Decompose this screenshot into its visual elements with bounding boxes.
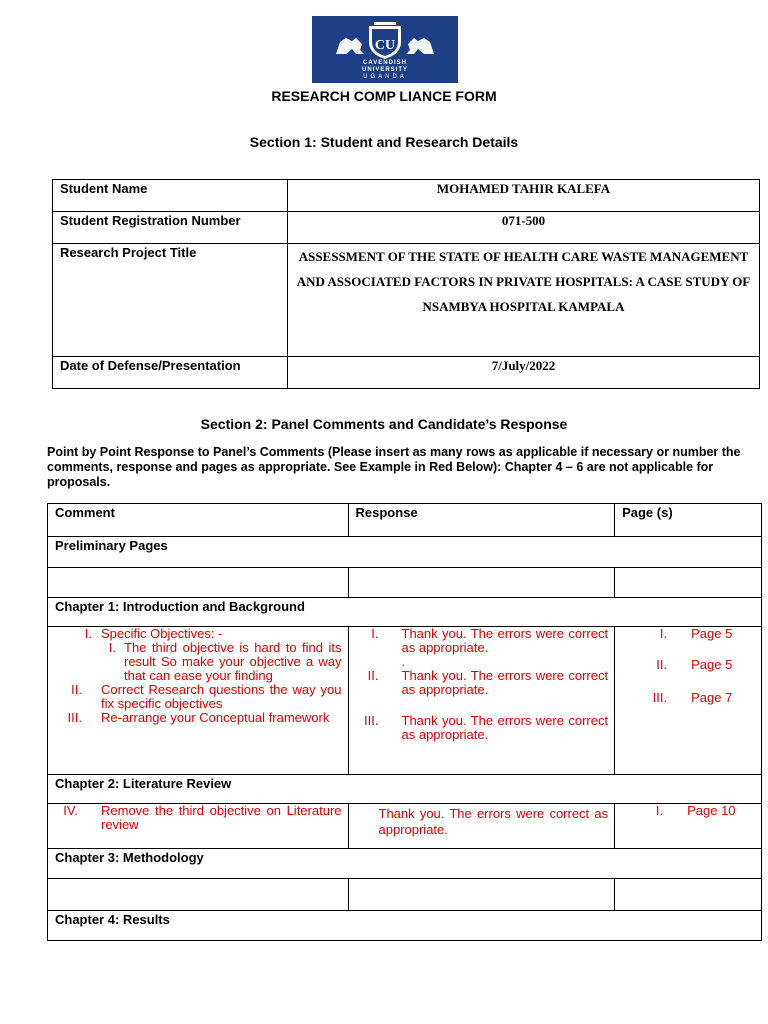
list-number: III. (652, 690, 668, 705)
list-item (349, 669, 609, 697)
table-header-row (48, 504, 762, 537)
list-text: Correct Research questions the way you fix specific objectives (101, 682, 342, 711)
chapter1-responses-cell (348, 627, 615, 775)
chapter4-heading: Chapter 4: Results (48, 911, 762, 941)
project-title-label: Research Project Title (53, 244, 288, 357)
list-text: Page 5 (691, 626, 733, 641)
section2-heading: Section 2: Panel Comments and Candidate’s Response (200, 416, 568, 432)
table-row (48, 849, 762, 879)
list-text: Thank you. The errors were correct as appropriate. (401, 626, 609, 655)
list-number: II. (656, 657, 668, 672)
university-logo (312, 16, 458, 83)
list-item (615, 658, 761, 672)
list-text: Specific Objectives: - (101, 626, 223, 641)
chapter3-heading: Chapter 3: Methodology (48, 849, 762, 879)
chapter2-comment-cell (48, 804, 349, 849)
table-row (48, 911, 762, 941)
table-row (48, 598, 762, 627)
table-row (48, 537, 762, 568)
chapter2-response-cell (348, 804, 615, 849)
list-number: III. (364, 713, 379, 728)
list-text: The third objective is hard to find its result So make your objective a way that can ease your finding (124, 640, 342, 683)
table-row (53, 212, 760, 244)
list-text: Thank you. The errors were correct as appropriate. (401, 668, 609, 697)
list-text: Page 7 (691, 690, 733, 705)
table-row (53, 180, 760, 212)
list-text: . (401, 654, 406, 669)
list-item (48, 683, 342, 711)
list-text: Re-arrange your Conceptual framework (101, 710, 330, 725)
pages-column-header: Page (s) (615, 504, 762, 537)
table-row (48, 804, 762, 849)
list-item (615, 691, 761, 705)
empty-cell (348, 568, 615, 598)
list-item (48, 627, 342, 641)
list-number: I. (659, 626, 668, 641)
list-text: Thank you. The errors were correct as appropriate. (401, 713, 609, 742)
list-number: I. (84, 626, 92, 641)
list-text: Page 10 (687, 803, 736, 818)
section1-heading: Section 1: Student and Research Details (249, 134, 519, 150)
table-row (53, 244, 760, 357)
empty-cell (48, 568, 349, 598)
empty-cell (615, 568, 762, 598)
list-number: IV. (63, 803, 78, 818)
list-number: I. (108, 640, 116, 655)
empty-cell (348, 879, 615, 911)
list-number: III. (67, 710, 82, 725)
comment-column-header: Comment (48, 504, 349, 537)
list-item (615, 627, 761, 641)
list-item (349, 655, 609, 669)
table-row (48, 775, 762, 804)
chapter1-pages-cell (615, 627, 762, 775)
student-details-table (52, 179, 760, 389)
empty-cell (48, 879, 349, 911)
preliminary-pages-heading: Preliminary Pages (48, 537, 762, 568)
table-row (48, 568, 762, 598)
list-text: Remove the third objective on Literature review (101, 803, 342, 832)
logo-line-3: UGANDA (363, 74, 407, 80)
list-number: I. (655, 803, 664, 818)
chapter1-heading: Chapter 1: Introduction and Background (48, 598, 762, 627)
table-row (48, 627, 762, 775)
chapter2-heading: Chapter 2: Literature Review (48, 775, 762, 804)
defense-date-label: Date of Defense/Presentation (53, 357, 288, 389)
logo-line-1: CAVENDISH (363, 60, 407, 66)
registration-number-label: Student Registration Number (53, 212, 288, 244)
response-column-header: Response (348, 504, 615, 537)
list-number: II. (367, 668, 379, 683)
registration-number-value: 071-500 (288, 212, 760, 244)
list-item (349, 627, 609, 655)
logo-line-2: UNIVERSITY (361, 67, 408, 73)
response-text: Thank you. The errors were correct as appropriate. (378, 806, 609, 837)
list-item (48, 804, 342, 832)
crest-letters: CU (374, 38, 396, 53)
table-row (48, 879, 762, 911)
list-number: I. (371, 626, 379, 641)
list-number: II. (71, 682, 82, 697)
list-item (349, 714, 609, 742)
panel-comments-table (47, 503, 762, 941)
project-title-value: ASSESSMENT OF THE STATE OF HEALTH CARE WASTE MANAGEMENT AND ASSOCIATED FACTORS IN PRIVATE HOSPITALS: A CASE STUDY OF NSAMBYA HOSPITAL KAMPALA (288, 244, 760, 357)
form-title: RESEARCH COMP LIANCE FORM (271, 88, 497, 104)
defense-date-value: 7/July/2022 (288, 357, 760, 389)
student-name-value: MOHAMED TAHIR KALEFA (288, 180, 760, 212)
list-text: Page 5 (691, 657, 733, 672)
list-item (48, 711, 342, 725)
chapter1-comments-cell (48, 627, 349, 775)
student-name-label: Student Name (53, 180, 288, 212)
chapter2-page-cell (615, 804, 762, 849)
list-item (615, 804, 761, 818)
list-item (48, 641, 342, 683)
section2-instructions: Point by Point Response to Panel’s Comments (Please insert as many rows as applicable if necessary or number the comments, response and pages as appropriate. See Example in Red Below): Chapter 4 – 6 are not applicable for proposals. (47, 445, 741, 489)
table-row (53, 357, 760, 389)
empty-cell (615, 879, 762, 911)
